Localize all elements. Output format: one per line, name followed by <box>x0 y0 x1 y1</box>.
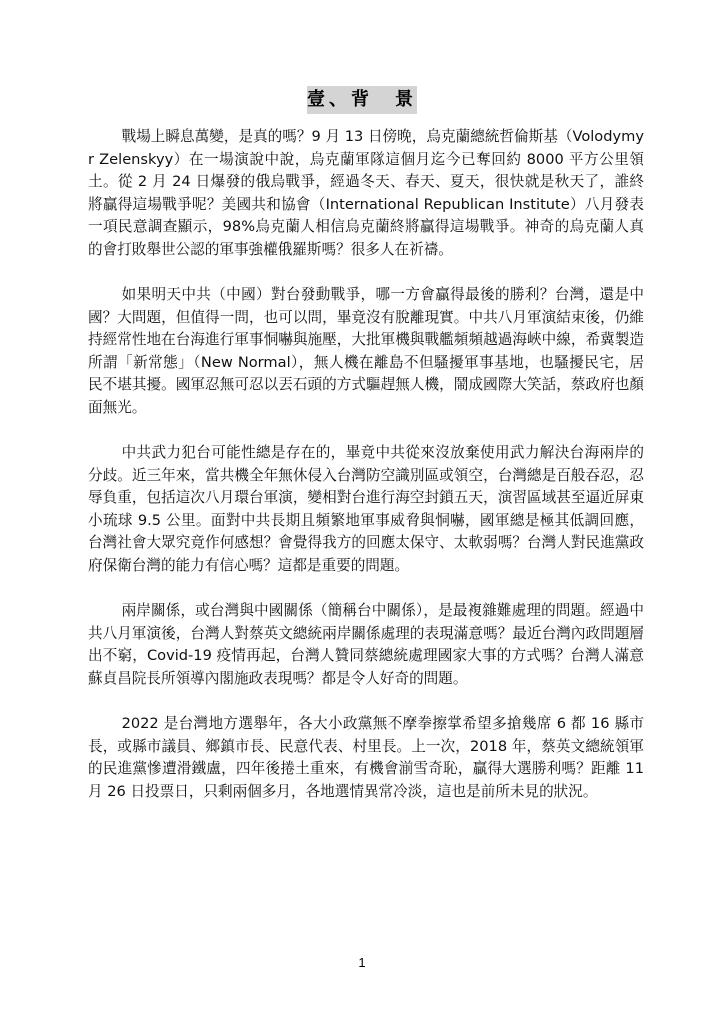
paragraph-4: 兩岸關係，或台灣與中國關係（簡稱台中關係），是最複雜難處理的問題。經過中共八月軍演後，台灣人對蔡英文總統兩岸關係處理的表現滿意嗎？最近台灣內政問題層出不窮，Covid-19 疫情再起，台灣人贊同蔡總統處理國家大事的方式嗎？台灣人滿意蘇貞昌院長所領導內閣施政表現嗎？都是令人好奇的問題。 <box>88 602 644 687</box>
paragraph-3: 中共武力犯台可能性總是存在的，畢竟中共從來沒放棄使用武力解決台海兩岸的分歧。近三年來，當共機全年無休侵入台灣防空識別區或領空，台灣總是百般吞忍，忍辱負重，包括這次八月環台軍演，變相對台進行海空封鎖五天，演習區域甚至逼近屏東小琉球 9.5 公里。面對中共長期且頻繁地軍事威脅與恫嚇，國軍總是極其低調回應，台灣社會大眾究竟作何感想？會覺得我方的回應太保守、太軟弱嗎？台灣人對民進黨政府保衛台灣的能力有信心嗎？這都是重要的問題。 <box>88 444 644 574</box>
paragraph-2: 如果明天中共（中國）對台發動戰爭，哪一方會贏得最後的勝利？台灣，還是中國？大問題，但值得一問，也可以問，畢竟沒有脫離現實。中共八月軍演結束後，仍維持經常性地在台海進行軍事恫嚇與施壓，大批軍機與戰艦頻頻越過海峽中線，希冀製造所謂「新常態」（New Normal），無人機在離島不但騷擾軍事基地，也騷擾民宅，居民不堪其擾。國軍忍無可忍以丟石頭的方式驅趕無人機，鬧成國際大笑話，蔡政府也顏面無光。 <box>88 286 644 416</box>
body-text <box>88 126 644 826</box>
page-number: 1 <box>358 955 366 970</box>
section-heading: 壹、背 景 <box>307 86 417 114</box>
paragraph-1: 戰場上瞬息萬變，是真的嗎？9 月 13 日傍晚，烏克蘭總統哲倫斯基（Volodymyr Zelenskyy）在一場演說中說，烏克蘭軍隊這個月迄今已奪回約 8000 平方公里領土。從 2 月 24 日爆發的俄烏戰爭，經過冬天、春天、夏天，很快就是秋天了，誰終將贏得這場戰爭呢？美國共和協會（International Republican Institute）八月發表一項民意調查顯示，98%烏克蘭人相信烏克蘭終將贏得這場戰爭。神奇的烏克蘭人真的會打敗舉世公認的軍事強權俄羅斯嗎？很多人在祈禱。 <box>88 128 644 258</box>
paragraph-5: 2022 是台灣地方選舉年，各大小政黨無不摩拳擦掌希望多搶幾席 6 都 16 縣市長，或縣市議員、鄉鎮市長、民意代表、村里長。上一次，2018 年，蔡英文總統領軍的民進黨慘遭滑鐵盧，四年後捲土重來，有機會湔雪奇恥，贏得大選勝利嗎？距離 11 月 26 日投票日，只剩兩個多月，各地選情異常冷淡，這也是前所未見的狀況。 <box>88 715 644 800</box>
